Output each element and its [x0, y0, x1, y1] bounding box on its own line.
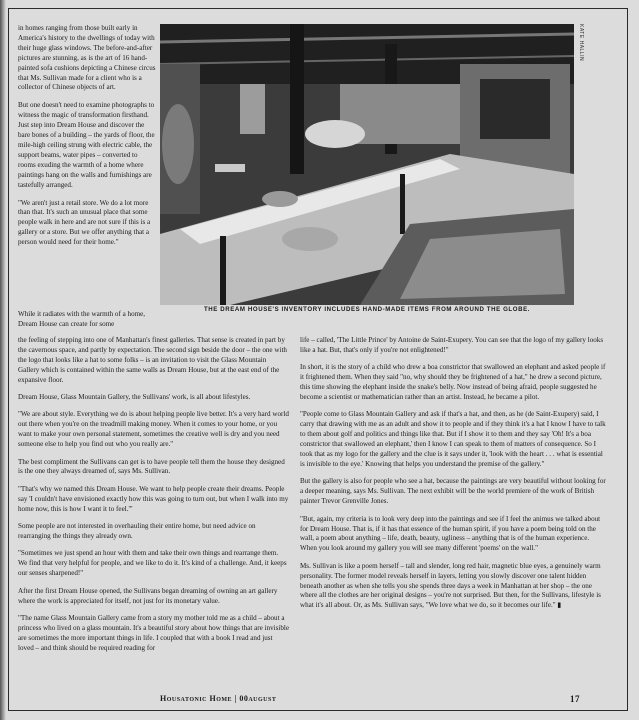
left-paragraph-1: in homes ranging from those built early in America's history to the dwellings of today with their huge glass windows. The before-and-after pictures are stunning, as is the art of 16 hand-painted sofa cushions depicting a Chinese circus that Ms. Sullivan made for a client who is a collector of Chinese objects of art. — [18, 24, 156, 92]
showroom-photo-illustration — [160, 24, 574, 305]
left-wide-paragraph: While it radiates with the warmth of a home, Dream House can create for some — [18, 310, 146, 328]
page-number: 17 — [570, 694, 580, 704]
page-edge-shadow — [0, 0, 6, 720]
body-right-column — [300, 336, 607, 619]
photo-caption: THE DREAM HOUSE'S INVENTORY INCLUDES HAND-MADE ITEMS FROM AROUND THE GLOBE. — [203, 306, 531, 313]
left-paragraph-2: But one doesn't need to examine photographs to witness the magic of transformation firsthand. Just step into Dream House and discover the bare bones of a building – the yards of floor, the mile-high ceiling strung with electric cable, the support beams, water pipes – converted to rooms exuding the warmth of a home where paintings hang on the walls and furnishings are tastefully arranged. — [18, 101, 155, 189]
body-right-paragraph-3: "People come to Glass Mountain Gallery and ask if that's a hat, and then, as he (de Saint-Exupery) said, I carry that drawing with me as an adult and show it to people and if they think it's a hat I know I have to talk to them about golf and politics and things like that. But if I show it to them and they say 'Oh! It's a boa constrictor that swallowed an elephant,' then I know I can speak to them of matters of consequence. So I took that as my logo for the gallery and the clue is it says under it, 'look with the heart . . . what is essential is invisible to the eye.' Knowing that helps you understand the premise of the gallery." — [300, 410, 606, 468]
showroom-photo — [160, 24, 574, 305]
body-left-paragraph-6: Some people are not interested in overhauling their entire home, but need advice on rearranging the things they already own. — [18, 522, 256, 540]
photo-credit: KATE HALLIN — [578, 24, 584, 62]
magazine-folio: Housatonic Home | 00august — [160, 694, 277, 703]
body-left-column — [18, 336, 289, 661]
body-right-paragraph-1: life – called, 'The Little Prince' by Antoine de Saint-Exupery. You can see that the logo of my gallery looks like a hat. But, that's only if you're not enlightened!" — [300, 336, 604, 354]
body-left-paragraph-2: Dream House, Glass Mountain Gallery, the Sullivans' work, is all about lifestyles. — [18, 393, 251, 402]
body-left-paragraph-7: "Sometimes we just spend an hour with them and take their own things and rearrange them. We find that very helpful for people, and we like to do it. It's kind of a challenge. And, it keeps our senses sharpened!" — [18, 549, 287, 578]
body-right-paragraph-2: In short, it is the story of a child who drew a boa constrictor that swallowed an elephant and asked people if it frightened them. When they said "no, why should they be frightened of a hat," he drew a second picture, this time showing the elephant inside the snake's belly. Now instead of being afraid, people suggested he become a scientist or mathematician rather than an artist. Instead, he became a pilot. — [300, 363, 606, 402]
body-left-paragraph-8: After the first Dream House opened, the Sullivans began dreaming of owning an art gallery where the work is appreciated for itself, not just for its monetary value. — [18, 586, 278, 605]
body-right-paragraph-6: Ms. Sullivan is like a poem herself – tall and slender, long red hair, magnetic blue eyes, a genuinely warm personality. The former model reveals herself in layers, letting you slowly discover one talent hidden beneath another as when she tells you she spends three days a week in Manhattan at her shop – the one where all the clothes are her original designs – you're not surprised. But then, for the Sullivans, lifestyle is what it's all about. Or, as Ms. Sullivan says, "We love what we do, so it becomes our life." ▮ — [300, 561, 601, 610]
body-left-paragraph-3: "We are about style. Everything we do is about helping people live better. It's a very hard world out there when you're on the treadmill making money. When it comes to your home, or you want to make your own personal statement, sometimes the creative well is dry and you need someone else to help you find out who you really are." — [18, 410, 289, 449]
body-right-paragraph-5: "But, again, my criteria is to look very deep into the paintings and see if I feel the animus we talked about for Dream House. That is, if it has that essence of the human spirit, if you have a poem being told on the wall, a poem about anything – life, death, beauty, ugliness – anything that is of the human experience. When you look around my gallery you will see many different 'poems' on the wall." — [300, 514, 601, 553]
body-left-paragraph-4: The best compliment the Sullivans can get is to have people tell them the house they designed is the one they always dreamed of, says Ms. Sullivan. — [18, 457, 285, 476]
body-left-paragraph-9: "The name Glass Mountain Gallery came from a story my mother told me as a child – about a princess who lived on a glass mountain. It's a beautiful story about how things that are invisible are sometimes the more important things in life. I coupled that with a book I read and just loved – and think should be required reading for — [18, 613, 289, 652]
left-paragraph-3: "We aren't just a retail store. We do a lot more than that. It's such an unusual place that some people walk in here and are not sure if this is a gallery or a store. But we offer anything that a person would need for their home." — [18, 198, 151, 247]
body-left-paragraph-5: "That's why we named this Dream House. We want to help people create their dreams. People say 'I couldn't have envisioned exactly how this was going to turn out, but when I walk into my home now, this is how I want it to feel.'" — [18, 484, 289, 513]
body-left-paragraph-1: the feeling of stepping into one of Manhattan's finest galleries. That sense is created in part by the cavernous space, and partly by expectation. The second sign beside the door – the one with the logo that looks like a hat to some folks – is an invitation to visit the Glass Mountain Gallery which is contained within the same walls as Dream House, but at the east end of the expansive floor. — [18, 336, 287, 384]
left-column — [18, 24, 156, 256]
body-right-paragraph-4: But the gallery is also for people who see a hat, because the paintings are very beautiful without looking for a deeper meaning, says Ms. Sullivan. The next exhibit will be the world premiere of the work of British painter Trevor Grenville Jones. — [300, 477, 606, 506]
